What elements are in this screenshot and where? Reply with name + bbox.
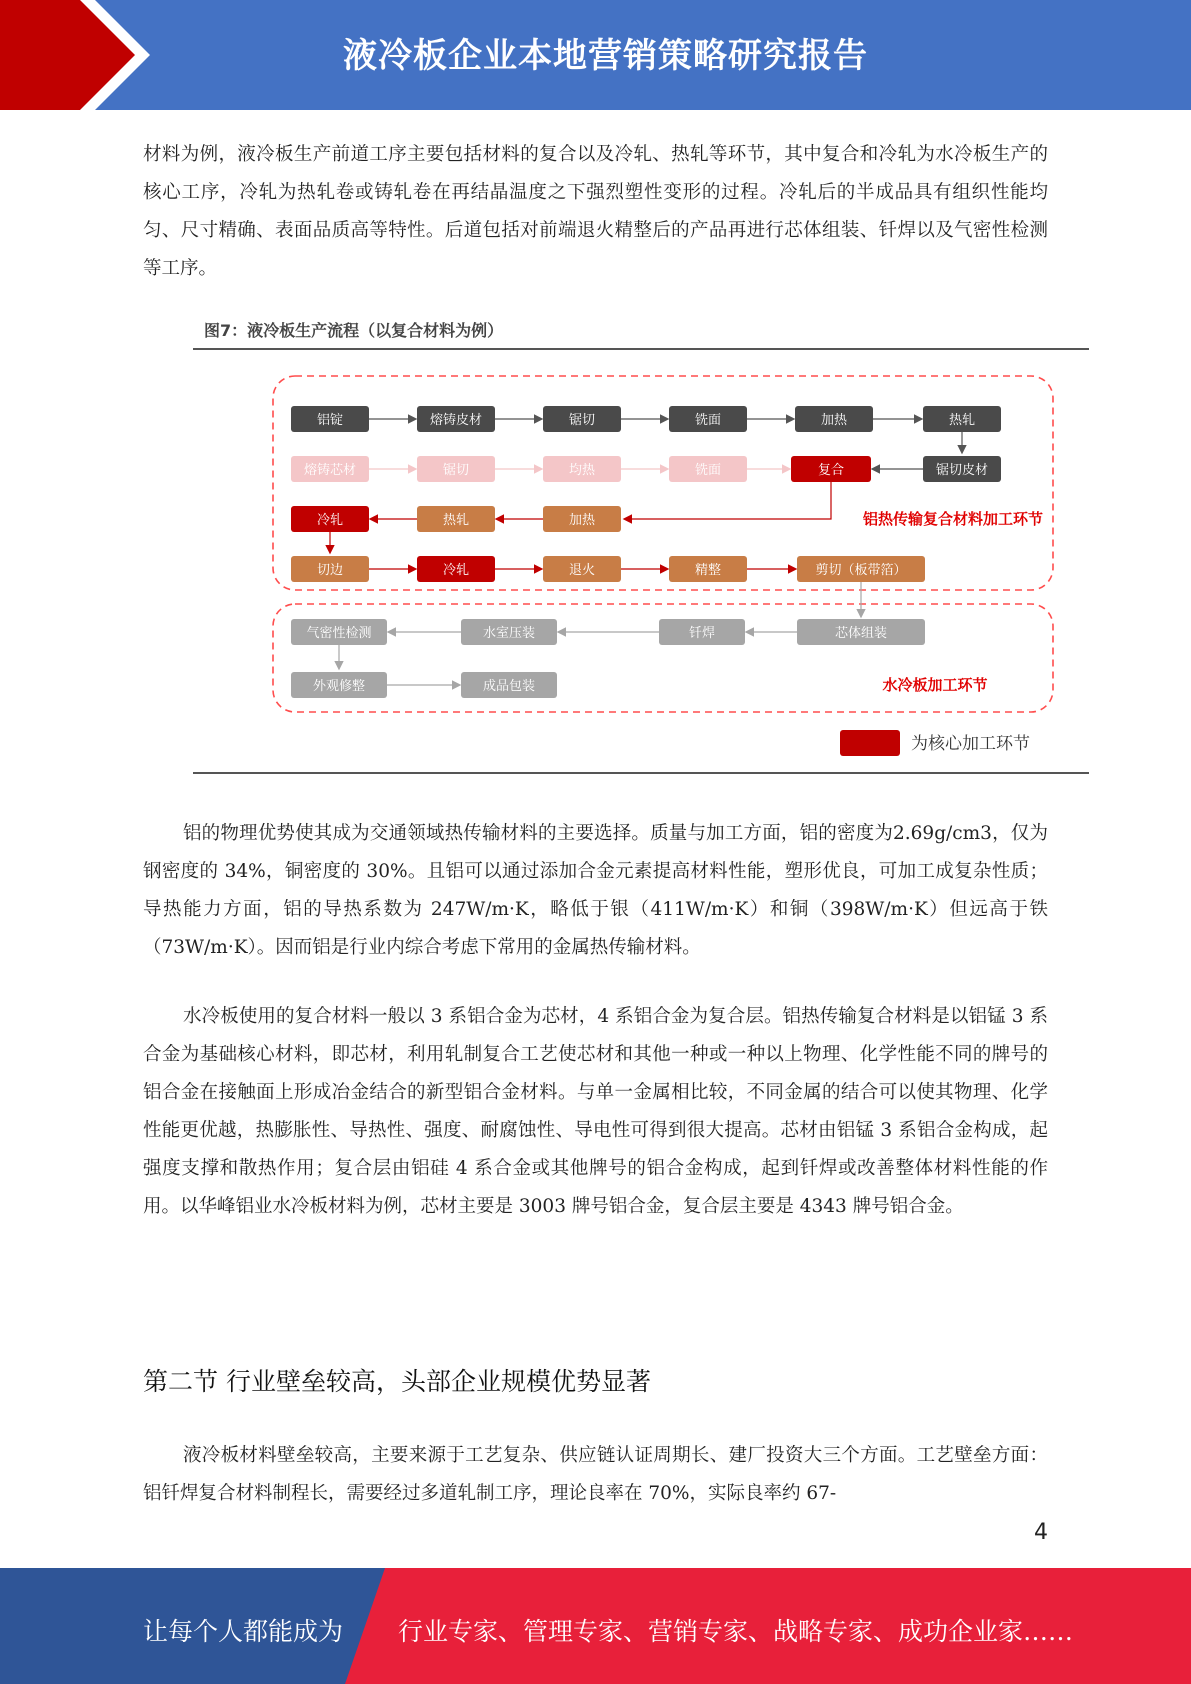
node-hotroll-2: [417, 506, 495, 532]
svg-text:冷轧: 冷轧: [316, 513, 344, 528]
svg-text:外观修整: 外观修整: [312, 679, 366, 694]
svg-text:均热: 均热: [568, 463, 596, 478]
legend-label: 为核心加工环节: [911, 734, 1030, 754]
svg-text:锯切: 锯切: [568, 413, 596, 428]
node-trim: [291, 556, 369, 582]
paragraph-barriers: 液冷板材料壁垒较高，主要来源于工艺复杂、供应链认证周期长、建厂投资大三个方面。工艺壁垒方面：铝钎焊复合材料制程长，需要经过多道轧制工序，理论良率在 70%，实际良率约 67-: [143, 1445, 1048, 1504]
page-header: [0, 0, 1191, 110]
page-number: 4: [1034, 1520, 1048, 1545]
node-mill-2: [669, 456, 747, 482]
svg-text:钎焊: 钎焊: [688, 626, 716, 641]
node-press: [461, 619, 557, 645]
node-shear: [797, 556, 925, 582]
node-composite: [791, 456, 871, 482]
svg-text:水室压装: 水室压装: [482, 626, 536, 641]
svg-text:剪切（板带箔）: 剪切（板带箔）: [815, 563, 907, 578]
group-label-aluminum: 铝热传输复合材料加工环节: [862, 510, 1044, 528]
footer-slogan-right: 行业专家、管理专家、营销专家、战略专家、成功企业家……: [398, 1617, 1074, 1646]
node-core-assembly: [797, 619, 925, 645]
node-ingot: [291, 406, 369, 432]
svg-text:冷轧: 冷轧: [442, 563, 470, 578]
report-title: 液冷板企业本地营销策略研究报告: [343, 36, 868, 76]
node-saw-skin: [923, 456, 1001, 482]
svg-text:加热: 加热: [568, 513, 596, 528]
node-anneal: [543, 556, 621, 582]
svg-text:锯切皮材: 锯切皮材: [935, 463, 989, 478]
node-leak-test: [291, 619, 387, 645]
node-saw-2: [417, 456, 495, 482]
node-heat-2: [543, 506, 621, 532]
svg-text:热轧: 热轧: [442, 513, 470, 528]
svg-text:退火: 退火: [568, 563, 596, 578]
node-braze: [659, 619, 745, 645]
footer-slogan-left: 让每个人都能成为: [143, 1617, 344, 1646]
svg-text:芯体组装: 芯体组装: [834, 626, 888, 641]
svg-text:气密性检测: 气密性检测: [306, 626, 372, 641]
node-appearance-trim: [291, 672, 387, 698]
section-heading: 第二节 行业壁垒较高，头部企业规模优势显著: [143, 1367, 651, 1396]
node-hotroll-1: [923, 406, 1001, 432]
svg-text:熔铸皮材: 熔铸皮材: [429, 413, 483, 428]
node-saw-1: [543, 406, 621, 432]
group-label-water-cooling: 水冷板加工环节: [882, 676, 988, 694]
paragraph-composite-material: 水冷板使用的复合材料一般以 3 系铝合金为芯材，4 系铝合金为复合层。铝热传输复合材料是以铝锰 3 系合金为基础核心材料，即芯材，利用轧制复合工艺使芯材和其他一种或一种以上物理、化学性能不同的牌号的铝合金在接触面上形成冶金结合的新型铝合金材料。与单一金属相比较，不同金属的结合可以使其物理、化学性能更优越，热膨胀性、导热性、强度、耐腐蚀性、导电性可得到很大提高。芯材由铝锰 3 系铝合金构成，起强度支撑和散热作用；复合层由铝硅 4 系合金或其他牌号的铝合金构成，起到钎焊或改善整体材料性能的作用。以华峰铝业水冷板材料为例，芯材主要是 3003 牌号铝合金，复合层主要是 4343 牌号铝合金。: [143, 1006, 1048, 1217]
svg-text:成品包装: 成品包装: [482, 679, 536, 694]
legend-swatch: [840, 730, 900, 756]
node-cast-core: [291, 456, 369, 482]
production-flow-diagram: [193, 356, 1089, 766]
svg-text:加热: 加热: [820, 413, 848, 428]
node-soak: [543, 456, 621, 482]
svg-text:熔铸芯材: 熔铸芯材: [303, 463, 357, 478]
svg-text:复合: 复合: [817, 463, 845, 478]
node-coldroll-1: [291, 506, 369, 532]
svg-text:铝锭: 铝锭: [316, 413, 344, 428]
paragraph-process-intro: 材料为例，液冷板生产前道工序主要包括材料的复合以及冷轧、热轧等环节，其中复合和冷轧为水冷板生产的核心工序，冷轧为热轧卷或铸轧卷在再结晶温度之下强烈塑性变形的过程。冷轧后的半成品具有组织性能均匀、尺寸精确、表面品质高等特性。后道包括对前端退火精整后的产品再进行芯体组装、钎焊以及气密性检测等工序。: [143, 144, 1048, 279]
node-mill-1: [669, 406, 747, 432]
figure-bottom-rule: [193, 772, 1089, 774]
svg-text:热轧: 热轧: [948, 413, 976, 428]
figure-top-rule: [193, 348, 1089, 350]
paragraph-aluminum-advantages: 铝的物理优势使其成为交通领域热传输材料的主要选择。质量与加工方面，铝的密度为2.69g/cm3，仅为钢密度的 34%，铜密度的 30%。且铝可以通过添加合金元素提高材料性能，塑形优良，可加工成复杂性质；导热能力方面，铝的导热系数为 247W/m·K，略低于银（411W/m·K）和铜（398W/m·K）但远高于铁（73W/m·K）。因而铝是行业内综合考虑下常用的金属热传输材料。: [143, 823, 1048, 958]
node-packaging: [461, 672, 557, 698]
svg-text:锯切: 锯切: [442, 463, 470, 478]
svg-text:切边: 切边: [316, 563, 344, 578]
svg-text:铣面: 铣面: [694, 463, 722, 478]
node-heat-1: [795, 406, 873, 432]
node-cast-skin: [417, 406, 495, 432]
figure-caption: 图7：液冷板生产流程（以复合材料为例）: [204, 321, 504, 340]
node-coldroll-2: [417, 556, 495, 582]
node-finish: [669, 556, 747, 582]
svg-text:精整: 精整: [694, 563, 722, 578]
svg-text:铣面: 铣面: [694, 413, 722, 428]
